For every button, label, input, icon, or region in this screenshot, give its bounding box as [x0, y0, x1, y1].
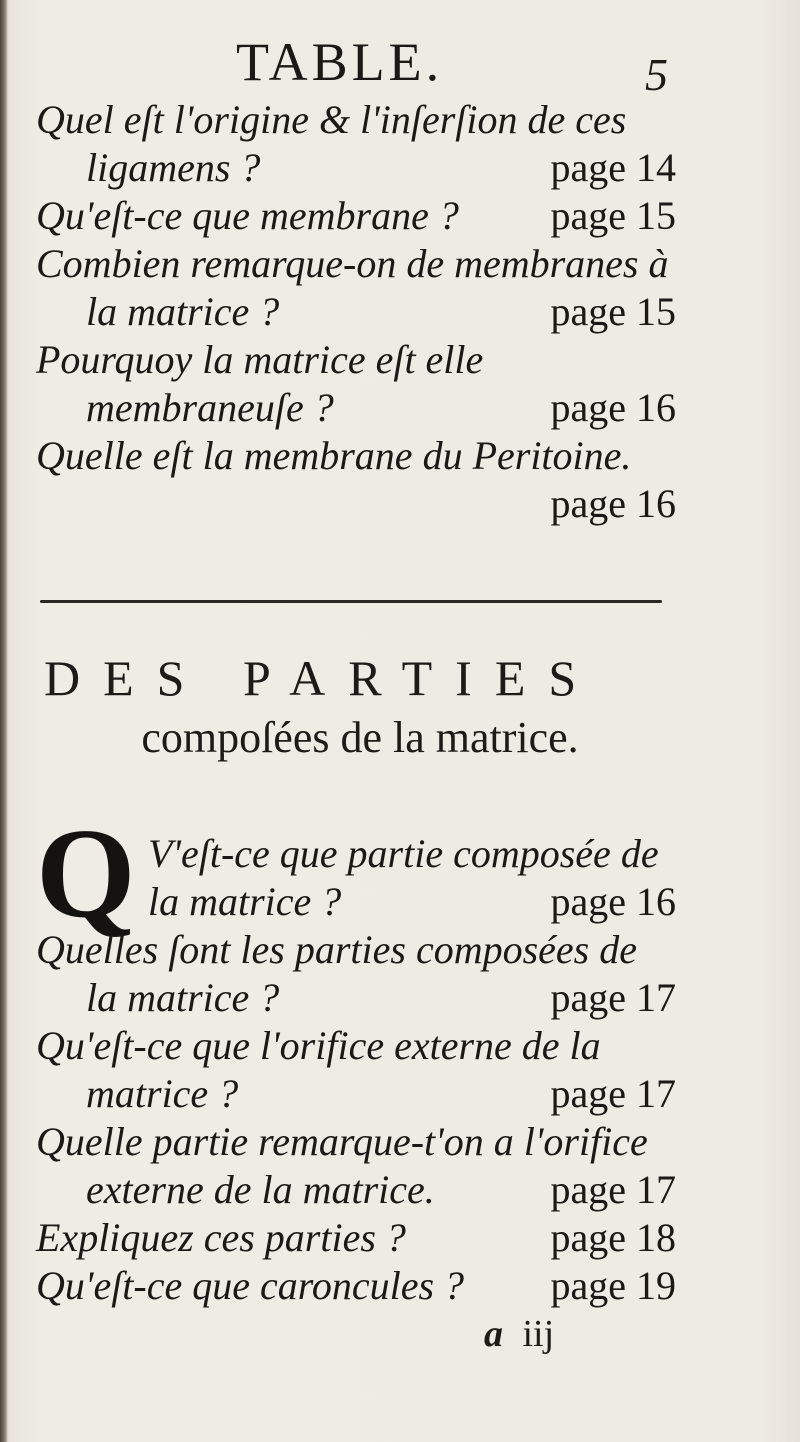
entry-page: page 17 — [550, 975, 676, 1020]
list-item — [36, 336, 676, 432]
entry-page: page 14 — [550, 145, 676, 190]
entry-question: Combien remarque-on de membranes à la matrice ? — [36, 241, 669, 334]
section-divider — [40, 600, 662, 603]
section-subtitle: compoſées de la matrice. — [141, 713, 579, 762]
list-item — [36, 926, 676, 1022]
entry-page: page 15 — [550, 289, 676, 334]
page-gutter — [0, 0, 8, 1442]
entry-page: page 16 — [550, 879, 676, 924]
drop-cap: Q — [36, 802, 136, 944]
section-heading — [40, 650, 680, 764]
list-item — [36, 1214, 676, 1262]
list-item — [36, 1262, 676, 1310]
section-entry-list — [36, 926, 676, 1310]
entry-page: page 18 — [550, 1215, 676, 1260]
list-item — [36, 1022, 676, 1118]
section-title: DES PARTIES — [44, 650, 600, 706]
entry-question: Quelles ſont les parties composées de la matrice ? — [36, 927, 637, 1020]
entry-question: Expliquez ces parties ? — [36, 1215, 406, 1260]
running-title: TABLE. — [236, 32, 444, 92]
page-number: 5 — [645, 49, 668, 100]
signature-letter: a — [484, 1313, 503, 1355]
entry-question: Qu'eſt-ce que caroncules ? — [36, 1263, 465, 1308]
page-header — [0, 18, 800, 98]
signature-mark — [484, 1312, 554, 1356]
entry-question: Qu'eſt-ce que l'orifice externe de la matrice ? — [36, 1023, 601, 1116]
entry-page: page 16 — [550, 481, 676, 526]
entry-question: Quelle partie remarque-t'on a l'orifice externe de la matrice. — [36, 1119, 648, 1212]
entry-question: Quel eſt l'origine & l'inſerſion de ces ligamens ? — [36, 97, 627, 190]
list-item — [36, 96, 676, 192]
list-item — [36, 432, 676, 528]
list-item — [36, 240, 676, 336]
entry-question: Pourquoy la matrice eſt elle membraneuſe ? — [36, 337, 484, 430]
entry-question: V'eſt-ce que partie composée de la matrice ? — [148, 831, 659, 924]
entry-page: page 17 — [550, 1071, 676, 1116]
entry-page: page 16 — [550, 385, 676, 430]
list-item — [148, 830, 676, 926]
signature-numeral: iij — [522, 1313, 555, 1355]
entry-question: Quelle eſt la membrane du Peritoine. — [36, 433, 632, 478]
first-section-entry — [148, 830, 676, 926]
entry-page: page 17 — [550, 1167, 676, 1212]
entry-question: Qu'eſt-ce que membrane ? — [36, 193, 459, 238]
list-item — [36, 1118, 676, 1214]
entry-page: page 19 — [550, 1263, 676, 1308]
top-entry-list — [36, 96, 676, 528]
entry-page: page 15 — [550, 193, 676, 238]
list-item — [36, 192, 676, 240]
